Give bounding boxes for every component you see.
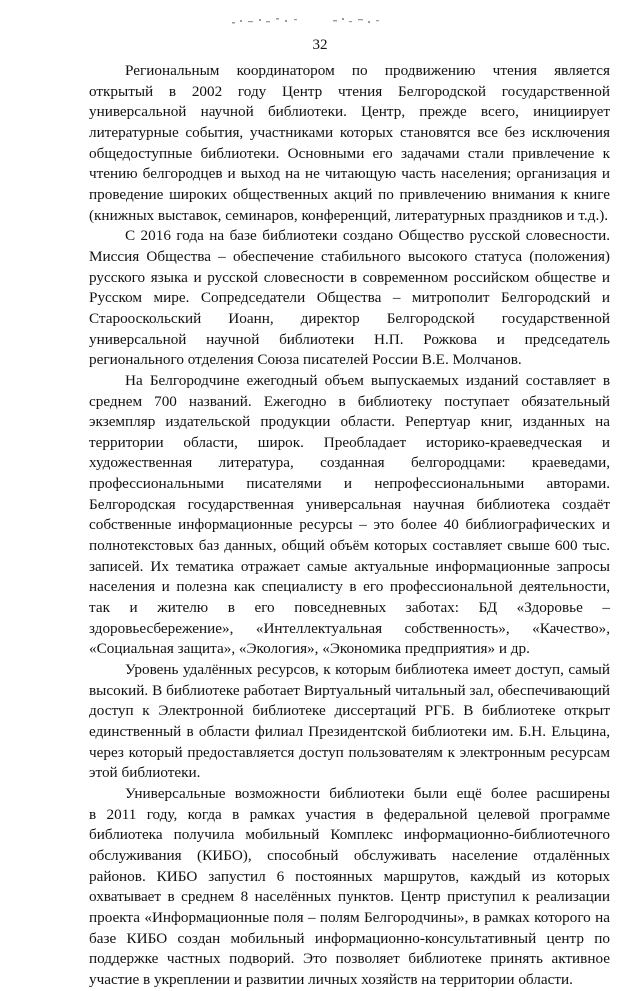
paragraph [89,371,610,660]
text-line: собственные информационные ресурсы – это более 40 библиографических и [89,516,610,534]
text-line: «Социальная защита», «Экология», «Экономика предприятия» и др. [89,640,530,658]
text-line: полнотекстовых баз данных, общий объём которых составляет свыше 600 тыс. [89,537,610,555]
text-line: участие в укреплении и развитии личных хозяйств на территории области. [89,970,573,988]
text-line: доступ к Электронной библиотеке диссертаций РГБ. В библиотеке открыт [89,702,610,720]
text-line: Старооскольский Иоанн, директор Белгородской государственной [89,309,610,327]
text-line: территории области, широк. Преобладает историко-краеведческая и [89,433,610,451]
scan-artifact [228,14,398,28]
text-line: высокий. В библиотеке работает Виртуальный читальный зал, обеспечивающий [89,681,610,699]
document-body [89,61,610,991]
text-line: здоровьесбережение», «Интеллектуальная собственность», «Качество», [89,619,610,637]
text-line: регионального отделения Союза писателей России В.Е. Молчанов. [89,351,522,369]
text-line: охватывает в среднем 8 населённых пунктов. Центр приступил к реализации [89,888,610,906]
text-line: универсальной научной библиотеки Н.П. Рожкова и председатель [89,330,610,348]
text-line: в 2011 году, когда в рамках участия в федеральной целевой программе [89,805,610,823]
text-line: библиотека получила мобильный Комплекс информационно-библиотечного [89,826,610,844]
text-line: Региональным координатором по продвижению чтения является [125,62,610,79]
text-line: обслуживания (КИБО), способный обслуживать население отдалённых [89,846,610,864]
text-line: единственный в области филиал Президентской библиотеки им. Б.Н. Ельцина, [89,723,610,740]
text-line: общедоступные библиотеки. Основными его задачами стали привлечение к [89,144,610,162]
text-line: экземпляр издательской продукции области. Репертуар книг, изданных на [89,413,610,431]
text-line: среднем 700 названий. Ежегодно в библиотеку поступает обязательный [89,392,610,410]
text-line: литературные события, участниками которых становятся все без исключения [89,123,610,141]
text-line: этой библиотеки. [89,764,201,782]
text-line: Уровень удалённых ресурсов, к которым библиотека имеет доступ, самый [125,661,610,679]
text-line: открытый в 2002 году Центр чтения Белгородской государственной [89,82,610,100]
text-line: проведение широких общественных акций по привлечению внимания к книге [89,185,610,203]
text-line: проекта «Информационные поля – полям Белгородчины», в рамках которого на [89,908,610,926]
text-line: через который предоставляется доступ пользователям к электронным ресурсам [89,743,610,761]
text-line: Русском мире. Сопредседатели Общества – митрополит Белгородский и [89,289,610,307]
text-line: С 2016 года на базе библиотеки создано Общество русской словесности. [125,227,610,245]
page-number: 32 [312,37,328,53]
text-line: записей. Их тематика отражает самые актуальные информационные запросы [89,557,610,575]
paragraph [89,784,610,991]
text-line: Миссия Общества – обеспечение стабильного высокого статуса (положения) [89,247,610,265]
text-line: районов. КИБО запустил 6 постоянных маршрутов, каждый из которых [89,867,610,885]
paragraph [89,660,610,784]
text-line: так и жителю в его повседневных заботах: БД «Здоровье – [89,599,610,617]
text-line: Белгородская государственная универсальная научная библиотека создаёт [89,495,610,513]
paragraph [89,61,610,226]
text-line: универсальной научной библиотеки. Центр, прежде всего, инициирует [89,103,610,121]
text-line: художественная литература, созданная белгородцами: краеведами, [89,454,610,472]
text-line: чтению белгородцев и выход на не читающую часть населения; организация и [89,165,610,183]
text-line: населения и полезна как специалисту в его профессиональной деятельности, [89,578,610,596]
text-line: русского языка и русской словесности в современном российском обществе и [89,268,610,286]
text-line: базе КИБО создан мобильный информационно-консультативный центр по [89,929,610,947]
paragraph [89,226,610,371]
text-line: (книжных выставок, семинаров, конференций, литературных праздников и т.д.). [89,206,609,224]
text-line: профессиональными писателями и непрофессиональными авторами. [89,475,610,493]
text-line: поддержке частных подворий. Это позволяет библиотеке принять активное [89,950,610,968]
text-line: Универсальные возможности библиотеки были ещё более расширены [125,784,610,802]
text-line: На Белгородчине ежегодный объем выпускаемых изданий составляет в [125,371,610,389]
